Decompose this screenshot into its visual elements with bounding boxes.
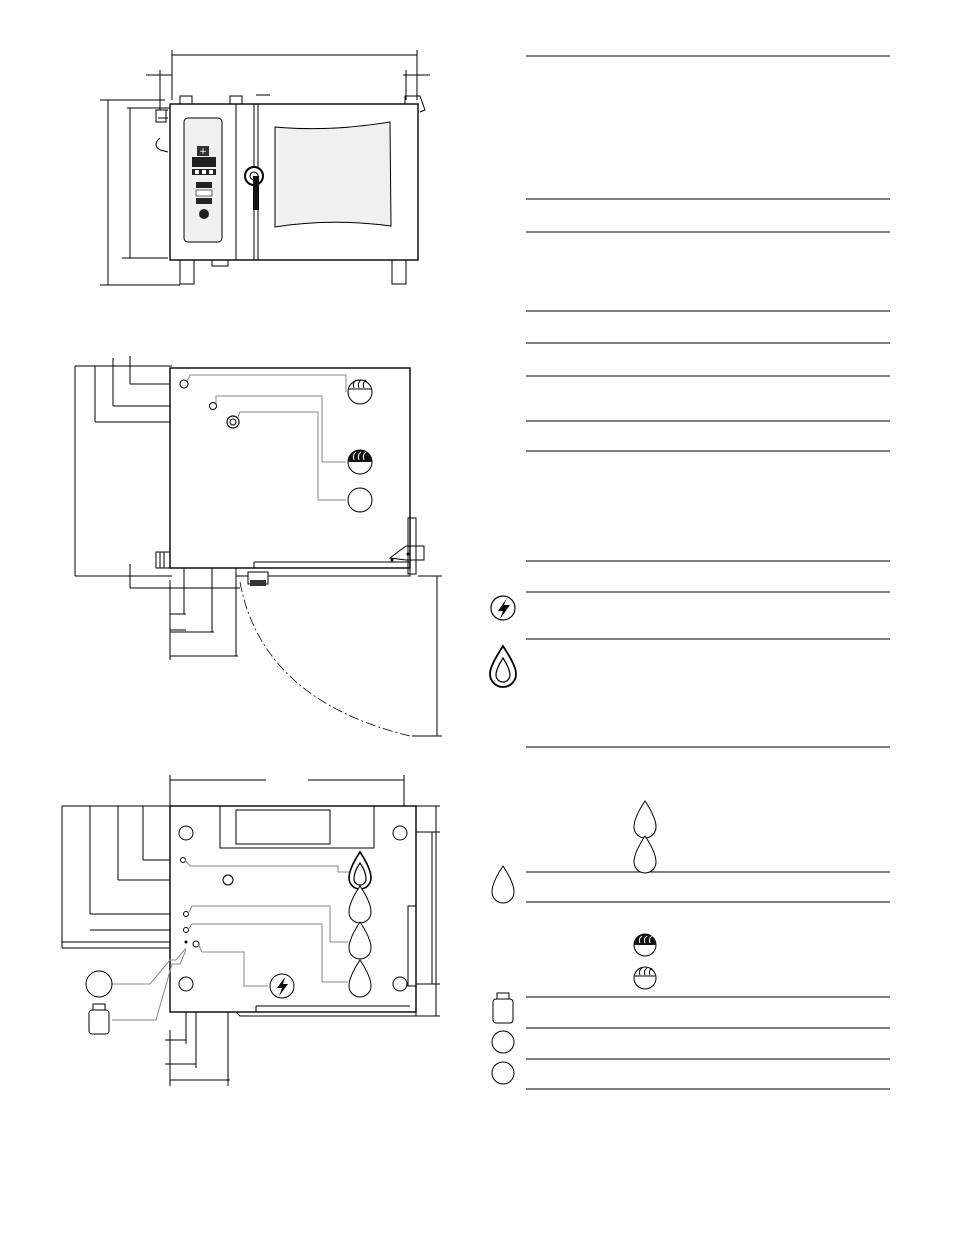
connection-point bbox=[210, 403, 217, 410]
control-display bbox=[192, 157, 216, 167]
door-window bbox=[275, 122, 391, 227]
electrical-icon bbox=[491, 596, 515, 620]
water-drop-icon bbox=[634, 801, 656, 838]
connection-point bbox=[180, 380, 188, 388]
front-view bbox=[100, 50, 430, 285]
detergent-icon bbox=[89, 1004, 109, 1034]
electrical-icon bbox=[270, 974, 294, 998]
top-view bbox=[62, 775, 440, 1086]
legend-table bbox=[490, 56, 890, 1089]
power-knob bbox=[199, 209, 209, 219]
steam-outlet-icon bbox=[634, 967, 656, 989]
water-drop-icon bbox=[492, 866, 514, 903]
blank-connection-icon bbox=[492, 1031, 514, 1053]
hot-air-outlet-icon bbox=[348, 450, 372, 474]
blank-connection-icon bbox=[86, 971, 112, 997]
side-view bbox=[75, 356, 442, 736]
blank-connection-icon bbox=[348, 488, 372, 512]
steam-outlet-icon bbox=[348, 380, 372, 404]
oven-body-side bbox=[170, 368, 410, 568]
detergent-icon bbox=[493, 993, 513, 1023]
control-panel bbox=[184, 118, 222, 242]
hot-air-outlet-icon bbox=[634, 934, 656, 956]
blank-connection-icon bbox=[492, 1062, 514, 1084]
water-drop-icon bbox=[634, 836, 656, 873]
svg-text:+: + bbox=[199, 147, 207, 157]
gas-flame-icon bbox=[490, 646, 516, 687]
